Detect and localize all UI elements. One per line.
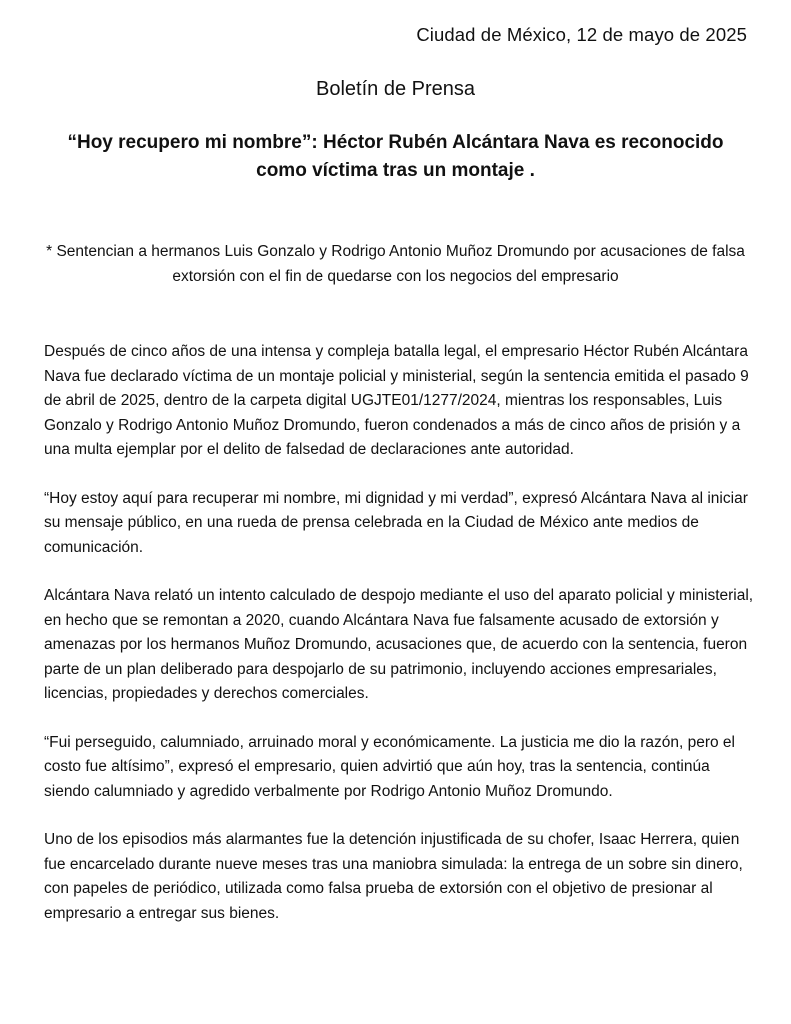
subheadline: * Sentencian a hermanos Luis Gonzalo y Rodrigo Antonio Muñoz Dromundo por acusaciones de falsa extorsión con el fin de quedarse con los negocios del empresario [46, 243, 745, 285]
paragraph: “Fui perseguido, calumniado, arruinado moral y económicamente. La justicia me dio la razón, pero el costo fue altísimo”, expresó el empresario, quien advirtió que aún hoy, tras la sentencia, continúa siendo calumniado y agredido verbalmente por Rodrigo Antonio Muñoz Dromundo. [44, 733, 735, 800]
paragraph: Uno de los episodios más alarmantes fue la detención injustificada de su chofer, Isaac Herrera, quien fue encarcelado durante nueve meses tras una maniobra simulada: la entrega de un sobre sin dinero, con papeles de periódico, utilizada como falsa prueba de extorsión con el objetivo de presionar al empresario a entregar sus bienes. [44, 831, 743, 922]
paragraph: Después de cinco años de una intensa y compleja batalla legal, el empresario Héctor Rubén Alcántara Nava fue declarado víctima de un montaje policial y ministerial, según la sentencia emitida el pasado 9 de abril de 2025, dentro de la carpeta digital UGJTE01/1277/2024, mientras los responsables, Luis Gonzalo y Rodrigo Antonio Muñoz Dromundo, fueron condenados a más de cinco años de prisión y a una multa ejemplar por el delito de falsedad de declaraciones ante autoridad. [44, 343, 749, 458]
paragraph: “Hoy estoy aquí para recuperar mi nombre, mi dignidad y mi verdad”, expresó Alcántara Nava al iniciar su mensaje público, en una rueda de prensa celebrada en la Ciudad de México ante medios de comunicación. [44, 489, 748, 556]
paragraph: Alcántara Nava relató un intento calculado de despojo mediante el uso del aparato policial y ministerial, en hecho que se remontan a 2020, cuando Alcántara Nava fue falsamente acusado de extorsión y amenazas por los hermanos Muñoz Dromundo, acusaciones que, de acuerdo con la sentencia, fueron parte de un plan deliberado para despojarlo de su patrimonio, incluyendo acciones empresariales, licencias, propiedades y derechos comerciales. [44, 587, 754, 702]
headline: “Hoy recupero mi nombre”: Héctor Rubén Alcántara Nava es reconocido como víctima tras un montaje . [67, 132, 724, 181]
dateline: Ciudad de México, 12 de mayo de 2025 [416, 24, 747, 45]
article-body [44, 340, 756, 950]
section-label: Boletín de Prensa [316, 78, 475, 100]
